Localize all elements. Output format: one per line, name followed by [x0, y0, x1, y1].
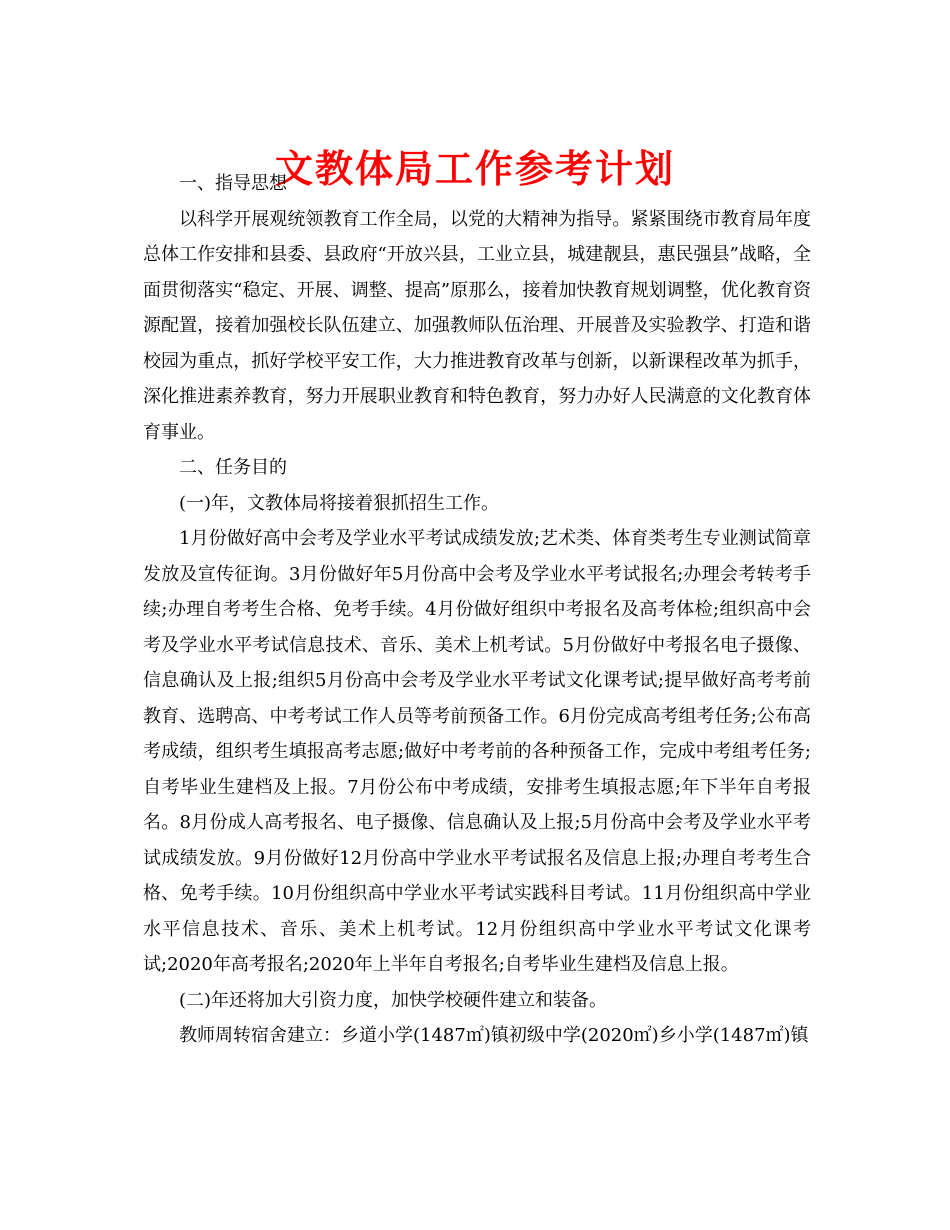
section-heading-guiding-ideology: 一、指导思想 [179, 173, 287, 194]
paragraph-teacher-dormitory: 教师周转宿舍建立：乡道小学(1487㎡)镇初级中学(2020㎡)乡小学(1487㎡)镇 [179, 1025, 809, 1046]
document-body [143, 166, 811, 1054]
document-title: 文教体局工作参考计划 [274, 146, 675, 192]
subheading-investment: (二)年还将加大引资力度，加快学校硬件建立和装备。 [179, 989, 608, 1011]
paragraph-guiding-ideology: 以科学开展观统领教育工作全局，以党的大精神为指导。紧紧围绕市教育局年度总体工作安排和县委、县政府“开放兴县，工业立县，城建靓县，惠民强县”战略，全面贯彻落实“稳定、开展、调整、提高”原那么，接着加快教育规划调整，优化教育资源配置，接着加强校长队伍建立、加强教师队伍治理、开展普及实验教学、打造和谐校园为重点，抓好学校平安工作，大力推进教育改革与创新，以新课程改革为抓手，深化推进素养教育，努力开展职业教育和特色教育，努力办好人民满意的文化教育体育事业。 [143, 208, 811, 443]
section-heading-task-goals: 二、任务目的 [179, 457, 287, 478]
subheading-enrollment: (一)年，文教体局将接着狠抓招生工作。 [179, 492, 500, 514]
paragraph-exam-schedule: 1月份做好高中会考及学业水平考试成绩发放;艺术类、体育类考生专业测试简章发放及宣传征询。3月份做好年5月份高中会考及学业水平考试报名;办理会考转考手续;办理自考考生合格、免考手续。4月份做好组织中考报名及高考体检;组织高中会考及学业水平考试信息技术、音乐、美术上机考试。5月份做好中考报名电子摄像、信息确认及上报;组织5月份高中会考及学业水平考试文化课考试;提早做好高考考前教育、选聘高、中考考试工作人员等考前预备工作。6月份完成高考组考任务;公布高考成绩，组织考生填报高考志愿;做好中考考前的各种预备工作，完成中考组考任务;自考毕业生建档及上报。7月份公布中考成绩，安排考生填报志愿;年下半年自考报名。8月份成人高考报名、电子摄像、信息确认及上报;5月份高中会考及学业水平考试成绩发放。9月份做好12月份高中学业水平考试报名及信息上报;办理自考考生合格、免考手续。10月份组织高中学业水平考试实践科目考试。11月份组织高中学业水平信息技术、音乐、美术上机考试。12月份组织高中学业水平考试文化课考试;2020年高考报名;2020年上半年自考报名;自考毕业生建档及信息上报。 [143, 528, 811, 975]
